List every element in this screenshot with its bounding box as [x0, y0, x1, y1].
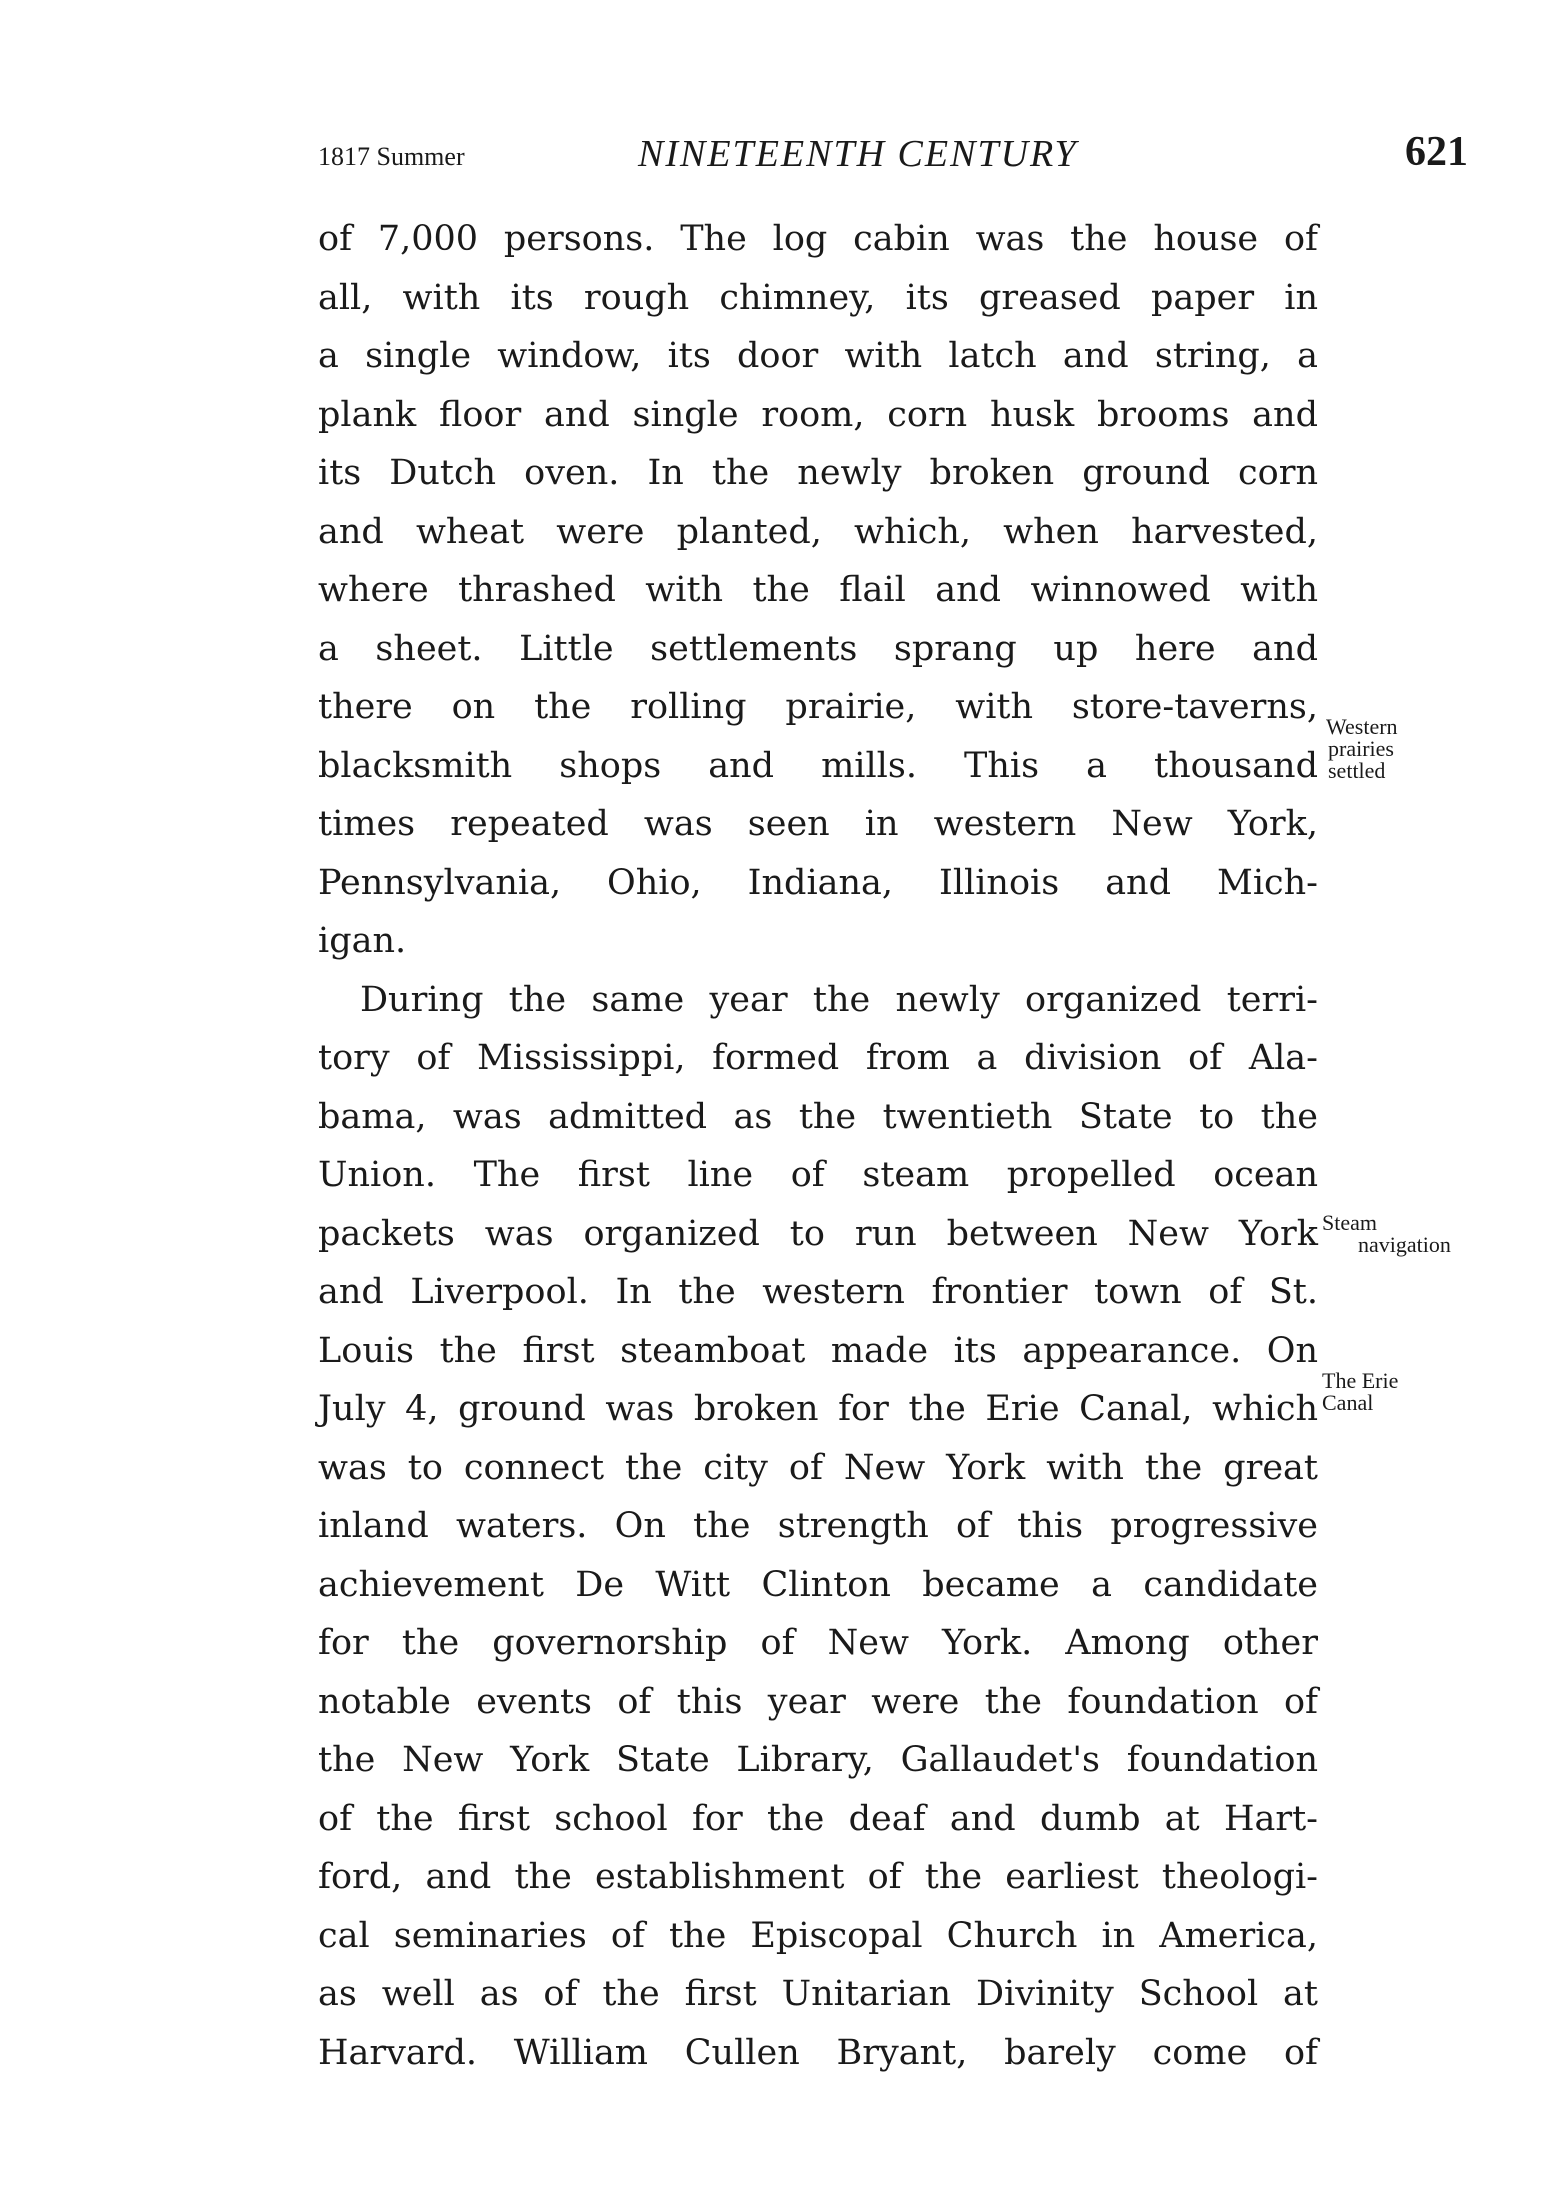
header-date: 1817 Summer [318, 142, 465, 171]
margin-note-steam-navigation [1322, 1212, 1451, 1256]
text-line: a single window, its door with latch and string, a [318, 336, 1318, 376]
text-line: all, with its rough chimney, its greased paper in [318, 277, 1318, 318]
margin-note-line: Steam [1322, 1210, 1377, 1235]
margin-note-western-prairies [1322, 716, 1398, 782]
text-line: where thrashed with the flail and winnowed with [318, 570, 1318, 610]
text-line: there on the rolling prairie, with store-taverns, [318, 687, 1318, 727]
text-line: was to connect the city of New York with the great [318, 1447, 1318, 1488]
text-line: as well as of the first Unitarian Divinity School at [318, 1974, 1318, 2014]
text-line: Pennsylvania, Ohio, Indiana, Illinois and Mich- [318, 862, 1318, 903]
text-line: of 7,000 persons. The log cabin was the house of [318, 219, 1318, 259]
running-header [318, 128, 1468, 188]
text-line: and wheat were planted, which, when harvested, [318, 511, 1318, 552]
page-number: 621 [1405, 129, 1468, 175]
paragraph-start-line: During the same year the newly organized terri- [360, 979, 1318, 1020]
body-text [318, 210, 1318, 2082]
text-line: a sheet. Little settlements sprang up here and [318, 628, 1318, 669]
margin-note-line: navigation [1358, 1232, 1451, 1257]
text-line: tory of Mississippi, formed from a division of Ala- [318, 1038, 1318, 1078]
margin-note-erie-canal [1322, 1370, 1398, 1414]
text-line: inland waters. On the strength of this progressive [318, 1506, 1318, 1546]
text-line: cal seminaries of the Episcopal Church in America, [318, 1915, 1318, 1956]
text-line: blacksmith shops and mills. This a thousand [318, 745, 1318, 786]
text-line: Harvard. William Cullen Bryant, barely come of [318, 2032, 1318, 2073]
text-line: ford, and the establishment of the earliest theologi- [318, 1857, 1318, 1897]
text-line: notable events of this year were the foundation of [318, 1681, 1318, 1722]
text-line: times repeated was seen in western New York, [318, 804, 1318, 844]
text-line: for the governorship of New York. Among other [318, 1623, 1318, 1663]
margin-note-line: The Erie [1322, 1368, 1399, 1393]
margin-note-line: Western [1326, 714, 1398, 739]
text-line: the New York State Library, Gallaudet's foundation [318, 1740, 1318, 1780]
text-line: bama, was admitted as the twentieth State to the [318, 1096, 1318, 1137]
text-line: and Liverpool. In the western frontier town of St. [318, 1272, 1318, 1312]
margin-note-line: settled [1328, 758, 1386, 783]
text-line: of the first school for the deaf and dumb at Hart- [318, 1798, 1318, 1839]
text-line: Union. The first line of steam propelled ocean [318, 1155, 1318, 1195]
margin-note-line: prairies [1328, 736, 1394, 761]
text-line: igan. [318, 921, 407, 961]
text-line: July 4, ground was broken for the Erie Canal, which [318, 1389, 1318, 1429]
header-title: NINETEENTH CENTURY [638, 133, 1078, 175]
text-line: achievement De Witt Clinton became a candidate [318, 1564, 1318, 1605]
margin-note-line: Canal [1322, 1390, 1374, 1415]
text-line: plank floor and single room, corn husk brooms and [318, 394, 1318, 435]
text-line: packets was organized to run between New York [318, 1213, 1318, 1254]
text-line: its Dutch oven. In the newly broken ground corn [318, 453, 1318, 493]
text-line: Louis the first steamboat made its appearance. On [318, 1330, 1318, 1371]
